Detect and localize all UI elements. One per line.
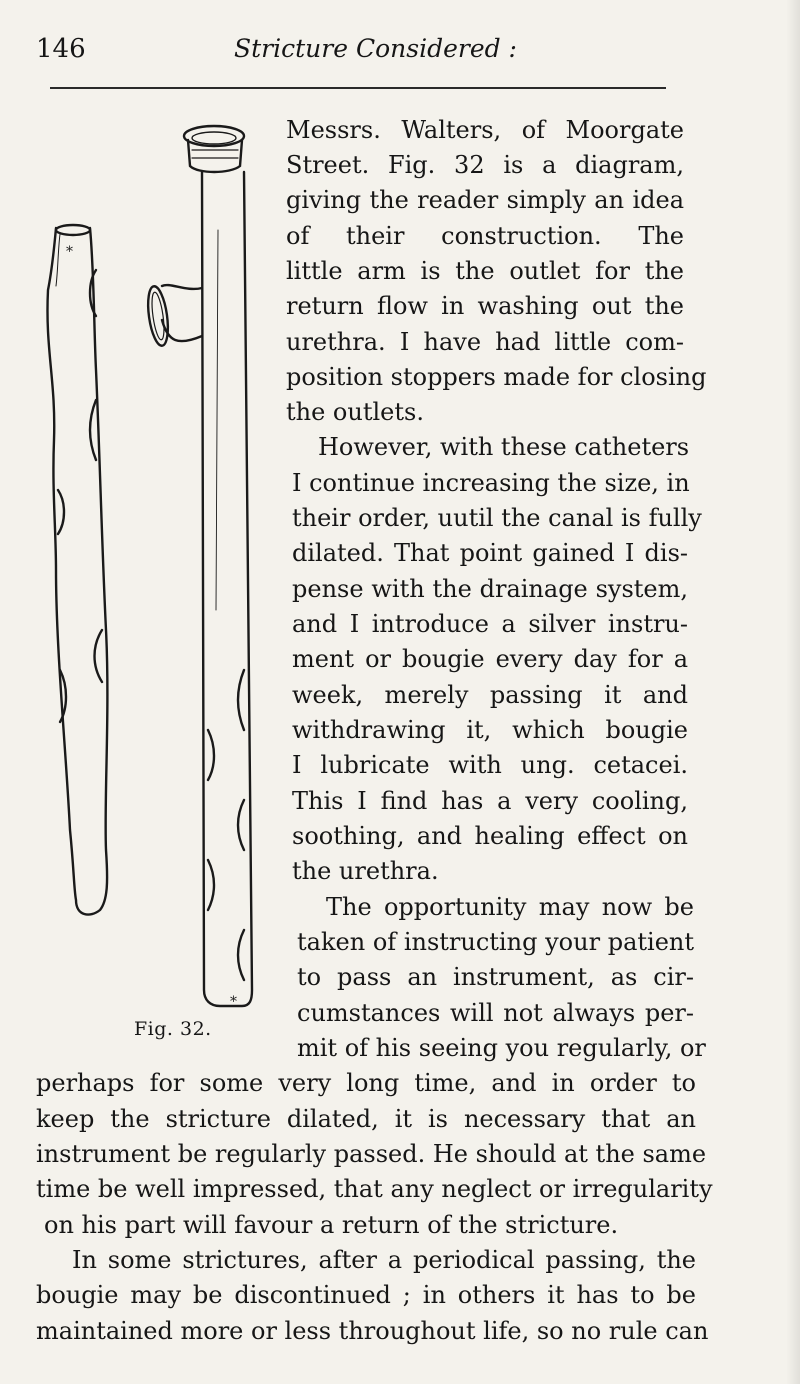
bougie-left-outline bbox=[47, 228, 107, 915]
text-line: maintained more or less throughout life, so no rule can bbox=[36, 1317, 709, 1345]
figure-32 bbox=[30, 110, 280, 1060]
catheter-illustration bbox=[30, 110, 280, 1060]
left-marker: * bbox=[66, 244, 73, 260]
text-line: withdrawing it, which bougie bbox=[292, 716, 688, 744]
text-line: giving the reader simply an idea bbox=[286, 186, 684, 214]
text-line: instrument be regularly passed. He should at the same bbox=[36, 1140, 707, 1168]
text-line: In some strictures, after a periodical passing, the bbox=[72, 1246, 696, 1274]
text-line: Street. Fig. 32 is a diagram, bbox=[286, 151, 684, 179]
text-line: ment or bougie every day for a bbox=[292, 645, 688, 673]
text-line: pense with the drainage system, bbox=[292, 575, 688, 603]
text-line: taken of instructing your patient bbox=[297, 928, 694, 956]
text-line: This I find has a very cooling, bbox=[292, 787, 688, 815]
text-line: I continue increasing the size, in bbox=[292, 469, 690, 497]
text-line: the outlets. bbox=[286, 398, 424, 426]
text-line: to pass an instrument, as cir- bbox=[297, 963, 694, 991]
text-line: return flow in washing out the bbox=[286, 292, 684, 320]
page-number: 146 bbox=[36, 34, 86, 64]
text-line: time be well impressed, that any neglect or irregularity bbox=[36, 1175, 713, 1203]
page-edge-shadow bbox=[786, 0, 800, 1384]
figure-caption: Fig. 32. bbox=[134, 1018, 212, 1040]
text-line: of their construction. The bbox=[286, 222, 684, 250]
catheter-right-outline bbox=[202, 172, 252, 1006]
text-line: little arm is the outlet for the bbox=[286, 257, 684, 285]
text-line: cumstances will not always per- bbox=[297, 999, 694, 1027]
page-header bbox=[36, 30, 736, 70]
text-line: Messrs. Walters, of Moorgate bbox=[286, 116, 684, 144]
right-marker: * bbox=[230, 994, 237, 1010]
text-line: soothing, and healing effect on bbox=[292, 822, 688, 850]
running-title: Stricture Considered : bbox=[234, 34, 517, 63]
text-line: week, merely passing it and bbox=[292, 681, 688, 709]
text-line: perhaps for some very long time, and in order to bbox=[36, 1069, 696, 1097]
text-line: dilated. That point gained I dis- bbox=[292, 539, 688, 567]
text-line: their order, uutil the canal is fully bbox=[292, 504, 702, 532]
text-line: and I introduce a silver instru- bbox=[292, 610, 688, 638]
text-line: The opportunity may now be bbox=[326, 893, 694, 921]
text-line: mit of his seeing you regularly, or bbox=[297, 1034, 706, 1062]
text-line: on his part will favour a return of the stricture. bbox=[44, 1211, 619, 1239]
text-line: urethra. I have had little com- bbox=[286, 328, 684, 356]
header-rule bbox=[50, 87, 666, 89]
text-line: bougie may be discontinued ; in others it has to be bbox=[36, 1281, 696, 1309]
text-line: keep the stricture dilated, it is necessary that an bbox=[36, 1105, 696, 1133]
text-line: However, with these catheters bbox=[318, 433, 690, 461]
text-line: position stoppers made for closing bbox=[286, 363, 707, 391]
text-line: I lubricate with ung. cetacei. bbox=[292, 751, 688, 779]
text-line: the urethra. bbox=[292, 857, 439, 885]
